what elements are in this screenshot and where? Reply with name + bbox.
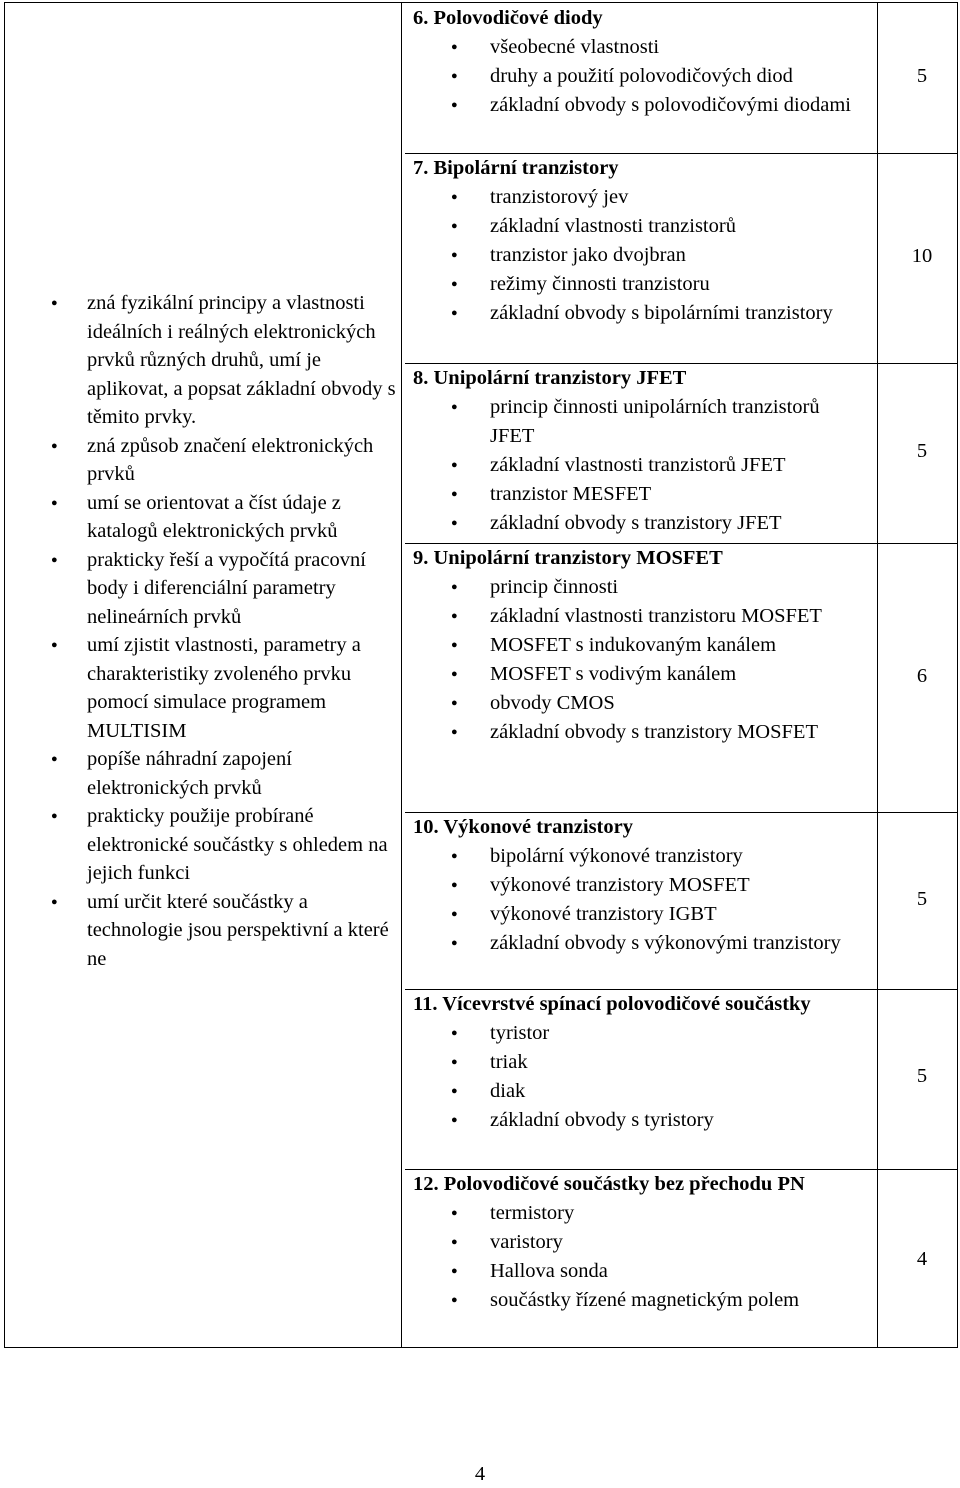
topic-item: ● základní obvody s polovodičovými diodami xyxy=(405,91,881,120)
topic-item: ● tranzistor MESFET xyxy=(405,480,881,509)
topic-9 xyxy=(405,543,881,747)
topic-item: ● základní obvody s výkonovými tranzistory xyxy=(405,929,881,958)
topic-item: ● princip činnosti unipolárních tranzistorů JFET xyxy=(405,393,881,451)
topic-item: ● triak xyxy=(405,1048,881,1077)
topic-title: 12. Polovodičové součástky bez přechodu PN xyxy=(413,1173,805,1195)
topic-item: ● základní obvody s tranzistory JFET xyxy=(405,509,881,538)
learning-outcomes-list xyxy=(5,289,401,973)
topic-item: ● termistory xyxy=(405,1199,881,1228)
topic-item: ● MOSFET s indukovaným kanálem xyxy=(405,631,881,660)
topic-6 xyxy=(405,3,881,120)
topic-item: ● tranzistor jako dvojbran xyxy=(405,241,881,270)
topic-8 xyxy=(405,363,881,538)
topic-item: ● princip činnosti xyxy=(405,573,881,602)
topic-item: ● varistory xyxy=(405,1228,881,1257)
page-number: 4 xyxy=(474,1463,486,1485)
outcome-item: ● prakticky použije probírané elektronické součástky s ohledem na jejich funkci xyxy=(5,802,401,888)
topic-11 xyxy=(405,989,881,1135)
topic-title: 10. Výkonové tranzistory xyxy=(413,816,633,838)
topic-items xyxy=(405,393,881,538)
topic-item: ● všeobecné vlastnosti xyxy=(405,33,881,62)
topic-item: ● základní obvody s bipolárními tranzistory xyxy=(405,299,881,328)
outcome-item: ● zná způsob značení elektronických prvků xyxy=(5,432,401,489)
topic-items xyxy=(405,1199,881,1315)
topic-item: ● základní vlastnosti tranzistoru MOSFET xyxy=(405,602,881,631)
outcome-item: ● zná fyzikální principy a vlastnosti ideálních i reálných elektronických prvků různých druhů, umí je aplikovat, a popsat základní obvody s těmito prvky. xyxy=(5,289,401,432)
topic-item: ● MOSFET s vodivým kanálem xyxy=(405,660,881,689)
hours-topic-7: 10 xyxy=(911,245,933,267)
topic-12 xyxy=(405,1169,881,1315)
topic-item: ● druhy a použití polovodičových diod xyxy=(405,62,881,91)
curriculum-table xyxy=(4,2,958,1348)
hours-topic-8: 5 xyxy=(916,440,928,462)
outcome-item: ● umí zjistit vlastnosti, parametry a charakteristiky zvoleného prvku pomocí simulace programem MULTISIM xyxy=(5,631,401,745)
outcome-item: ● umí určit které součástky a technologie jsou perspektivní a které ne xyxy=(5,888,401,974)
topic-title: 6. Polovodičové diody xyxy=(413,7,603,29)
topic-title: 11. Vícevrstvé spínací polovodičové součástky xyxy=(413,993,811,1015)
topic-10 xyxy=(405,812,881,958)
hours-topic-10: 5 xyxy=(916,888,928,910)
hours-topic-9: 6 xyxy=(916,665,928,687)
outcome-item: ● prakticky řeší a vypočítá pracovní body i diferenciální parametry nelineárních prvků xyxy=(5,546,401,632)
hours-topic-11: 5 xyxy=(916,1065,928,1087)
topic-item: ● Hallova sonda xyxy=(405,1257,881,1286)
topic-item: ● tranzistorový jev xyxy=(405,183,881,212)
topic-item: ● obvody CMOS xyxy=(405,689,881,718)
topic-items xyxy=(405,33,881,120)
topic-items xyxy=(405,1019,881,1135)
hours-topic-6: 5 xyxy=(916,65,928,87)
topic-item: ● součástky řízené magnetickým polem xyxy=(405,1286,881,1315)
column-divider-left xyxy=(401,3,402,1347)
topic-item: ● tyristor xyxy=(405,1019,881,1048)
topic-title: 7. Bipolární tranzistory xyxy=(413,157,619,179)
topic-items xyxy=(405,183,881,328)
topic-item: ● základní obvody s tyristory xyxy=(405,1106,881,1135)
topic-item: ● bipolární výkonové tranzistory xyxy=(405,842,881,871)
topic-item: ● výkonové tranzistory IGBT xyxy=(405,900,881,929)
topic-item: ● základní vlastnosti tranzistorů JFET xyxy=(405,451,881,480)
topic-item: ● výkonové tranzistory MOSFET xyxy=(405,871,881,900)
topic-item: ● základní obvody s tranzistory MOSFET xyxy=(405,718,881,747)
topic-item: ● režimy činnosti tranzistoru xyxy=(405,270,881,299)
topic-7 xyxy=(405,153,881,328)
outcome-item: ● popíše náhradní zapojení elektronických prvků xyxy=(5,745,401,802)
topic-title: 9. Unipolární tranzistory MOSFET xyxy=(413,547,723,569)
hours-topic-12: 4 xyxy=(916,1248,928,1270)
topic-item: ● základní vlastnosti tranzistorů xyxy=(405,212,881,241)
topic-item: ● diak xyxy=(405,1077,881,1106)
outcome-item: ● umí se orientovat a číst údaje z katalogů elektronických prvků xyxy=(5,489,401,546)
topic-title: 8. Unipolární tranzistory JFET xyxy=(413,367,687,389)
topic-items xyxy=(405,573,881,747)
topic-items xyxy=(405,842,881,958)
